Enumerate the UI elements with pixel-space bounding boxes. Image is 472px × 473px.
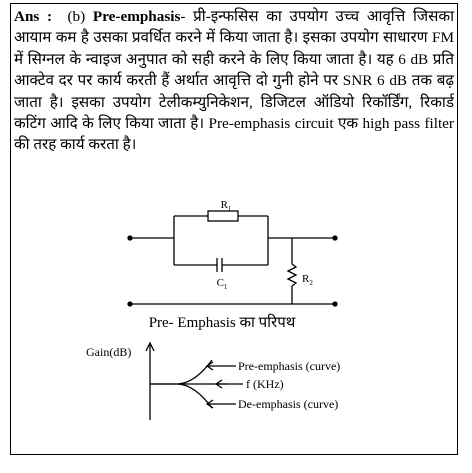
closing-term: Pre-emphasis circuit [208, 115, 334, 133]
circuit-labels [217, 199, 314, 291]
gain-graph-labels [86, 345, 340, 411]
answer-lead: Ans : [14, 8, 53, 25]
pre-emphasis-label: Pre-emphasis (curve) [238, 359, 341, 373]
r1-label: $R_1$ [220, 199, 232, 213]
frequency-label: f (KHz) [246, 377, 284, 391]
answer-body: - प्री-इन्फसिस का उपयोग उच्च आवृत्ति जिसका आयाम कम है उसका प्रवर्धित करने में किया जाता है। इसका उपयोग साधारण FM में सिग्नल के न्वाइज अनुपात को सही करने के लिए किया जाता है। यह 6 dB प्रति आक्टेव दर पर कार्य करती हैं अर्थात आवृत्ति दो गुनी होने पर SNR 6 dB तक बढ़ जाता है। इसका उपयोग टेलीकम्युनिकेशन, डिजिटल ऑडियो रिकॉर्डिंग, रिकार्ड कटिंग आदि के लिए किया जाता है। [14, 8, 455, 133]
closing-filter: high pass filter [362, 115, 454, 133]
input-terminal-bottom [128, 302, 132, 306]
closing-mid: एक [333, 115, 363, 133]
resistor-r2 [288, 264, 296, 286]
gain-graph [146, 343, 243, 420]
closing-end: की तरह कार्य करता है। [14, 136, 137, 154]
output-terminal-bottom [333, 302, 337, 306]
answer-option: (b) [67, 8, 86, 25]
pre-emphasis-circuit [128, 211, 337, 306]
answer-term: Pre-emphasis [92, 8, 181, 25]
c1-label: $C_1$ [216, 277, 228, 291]
pre-emphasis-curve [150, 360, 212, 384]
circuit-caption: Pre- Emphasis का परिपथ [148, 315, 296, 331]
resistor-r1 [208, 211, 238, 221]
gain-axis-label: Gain(dB) [86, 345, 132, 359]
de-emphasis-label: De-emphasis (curve) [238, 397, 339, 411]
output-terminal-top [333, 236, 337, 240]
input-terminal-top [128, 236, 132, 240]
r2-label: $R_2$ [302, 273, 313, 287]
